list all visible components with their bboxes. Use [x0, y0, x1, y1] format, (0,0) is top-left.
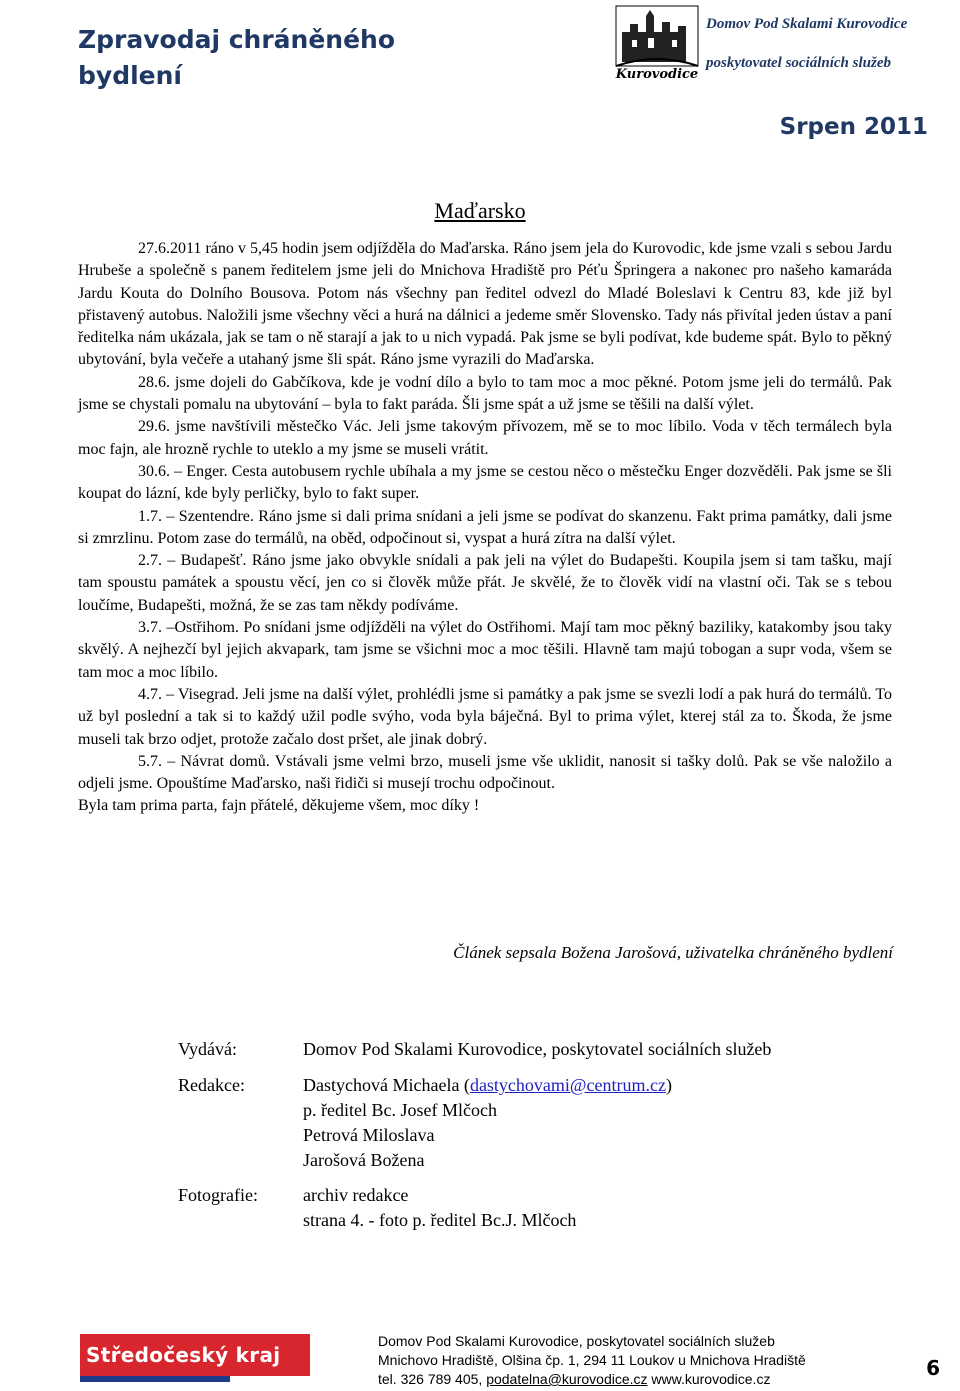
editor-1 — [303, 1073, 672, 1098]
svg-text:Kurovodice: Kurovodice — [615, 67, 699, 82]
footer-contact — [378, 1332, 898, 1389]
region-logo-text: Středočeský kraj — [86, 1343, 281, 1367]
editor-1-name: Dastychová Michaela ( — [303, 1075, 470, 1095]
editors-list — [303, 1073, 672, 1173]
editors-label: Redakce: — [178, 1075, 245, 1095]
issue-date: Srpen 2011 — [779, 114, 928, 140]
article-paragraph: 27.6.2011 ráno v 5,45 hodin jsem odjížděla do Maďarska. Ráno jsem jela do Kurovodic, kde jsme vzali s sebou Jardu Hrubeše a společně s panem ředitelem jsme jeli do Mnichova Hradiště pro Péťu Špringera a nakonec pro našeho kamaráda Jardu Kouta do Dolního Bousova. Potom nás všechny pan ředitel odvezl do Mladé Boleslavi k Centru 83, kde již byl přistavený autobus. Naložili jsme všechny věci a hurá na dálnici a jedeme směr Slovensko. Tady nás přivítal jeden ústav a paní ředitelka nám ukázala, jak se tam o ně starají a jak to u nich vypadá. Pak jsme se byli podívat, kde budeme spát. Bylo to pěkný ubytování, byla večeře a utahaný jsme šli spát. Ráno jsme vyrazili do Maďarska. — [78, 240, 892, 369]
editor-4: Jarošová Božena — [303, 1150, 425, 1170]
footer-email-link[interactable]: podatelna@kurovodice.cz — [486, 1371, 648, 1387]
photos-line-1: archiv redakce — [303, 1185, 409, 1205]
article-paragraph: 5.7. – Návrat domů. Vstávali jsme velmi brzo, museli jsme vše uklidit, nanosit si tašky dolů. Pak se vše naložilo a odjeli jsme. Opouštíme Maďarsko, naši řidiči si musejí trochu odpočinout. — [78, 752, 892, 793]
newsletter-title: Zpravodaj chráněného bydlení — [78, 25, 396, 90]
org-name-line1: Domov Pod Skalami Kurovodice — [706, 16, 908, 32]
editor-2: p. ředitel Bc. Josef Mlčoch — [303, 1100, 497, 1120]
region-logo-stripe — [80, 1376, 230, 1382]
photos-list — [303, 1183, 576, 1233]
article-paragraph: 3.7. –Ostřihom. Po snídani jsme odjížděli na výlet do Ostřihomi. Mají tam moc pěkný baziliky, katakomby jsou taky skvělý. A nejhezčí byl jejich akvapark, tam jsme se všichni moc a moc těšili. Hlavně tam majú tobogan a supr voda, všem se tam moc a moc líbilo. — [78, 619, 892, 681]
article-paragraph: 1.7. – Szentendre. Ráno jsme si dali prima snídani a jeli jsme se podívat do skanzenu. Fakt prima památky, dali jsme si zmrzlinu. Potom zase do termálů, na oběd, odpočinout si, vyspat a hurá zítra na další výlet. — [78, 507, 892, 547]
editor-email-link[interactable]: dastychovami@centrum.cz — [469, 1075, 666, 1095]
article-signature: Článek sepsala Božena Jarošová, uživatelka chráněného bydlení — [453, 943, 893, 962]
publisher-label: Vydává: — [178, 1039, 237, 1059]
editor-1-close: ) — [665, 1075, 672, 1095]
org-name-line2: poskytovatel sociálních služeb — [706, 55, 891, 71]
editor-3: Petrová Miloslava — [303, 1125, 435, 1145]
footer-address: Mnichovo Hradiště, Olšina čp. 1, 294 11 Loukov u Mnichova Hradiště — [378, 1352, 806, 1368]
photos-line-2: strana 4. - foto p. ředitel Bc.J. Mlčoch — [303, 1210, 577, 1230]
article-paragraph: Byla tam prima parta, fajn přátelé, děkujeme všem, moc díky ! — [78, 797, 480, 815]
footer-phone: tel. 326 789 405, — [378, 1371, 487, 1387]
article-paragraph: 29.6. jsme navštívili městečko Vác. Jeli jsme takovým přívozem, mě se to moc líbilo. Voda v těch termálech byla moc fajn, ale hrozně rychle to uteklo a my jsme se museli vrátit. — [78, 418, 892, 458]
organization-name — [706, 14, 956, 73]
article-paragraph: 4.7. – Visegrad. Jeli jsme na další výlet, prohlédli jsme si památky a pak jsme se svezli lodí a pak hurá do termálů. To už byl poslední a tak si to každý užil podle svýho, voda byla báječná. Byl to prima výlet, kterej stál za to. Škoda, že jsme museli tak brzo odjet, protože začalo dost pršet, ale jinak dobrý. — [78, 685, 892, 748]
footer-contacts-line — [378, 1370, 898, 1389]
page-number: 6 — [926, 1356, 940, 1380]
region-logo — [80, 1334, 310, 1376]
article-paragraph: 28.6. jsme dojeli do Gabčíkova, kde je vodní dílo a bylo to tam moc a moc pěkné. Potom jsme jeli do termálů. Pak jsme se chystali pomalu na ubytování – byla to fakt paráda. Šli jsme spát a už jsme se těšili na další výlet. — [78, 373, 892, 414]
publisher-value: Domov Pod Skalami Kurovodice, poskytovatel sociálních služeb — [303, 1039, 772, 1059]
footer-org: Domov Pod Skalami Kurovodice, poskytovatel sociálních služeb — [378, 1333, 775, 1349]
photos-label: Fotografie: — [178, 1185, 258, 1205]
article-paragraph: 2.7. – Budapešť. Ráno jsme jako obvykle snídali a pak jeli na výlet do Budapešti. Koupila jsem si tam tašku, mají tam spoustu památek a spoustu věcí, jen co si člověk může přát. Je skvělé, že to člověk vidí na vlastní oči. Tak se s tebou loučíme, Budapešti, možná, že se zas tam někdy podíváme. — [78, 552, 892, 614]
article-title: Maďarsko — [434, 198, 526, 223]
footer-web-link[interactable]: www.kurovodice.cz — [647, 1371, 771, 1387]
article-paragraph: 30.6. – Enger. Cesta autobusem rychle ubíhala a my jsme se cestou něco o městečku Enger dozvěděli. Pak jsme se šli koupat do lázní, kde byly perličky, bylo to fakt super. — [78, 462, 892, 503]
castle-logo-icon — [612, 2, 702, 82]
article-body — [78, 238, 892, 818]
